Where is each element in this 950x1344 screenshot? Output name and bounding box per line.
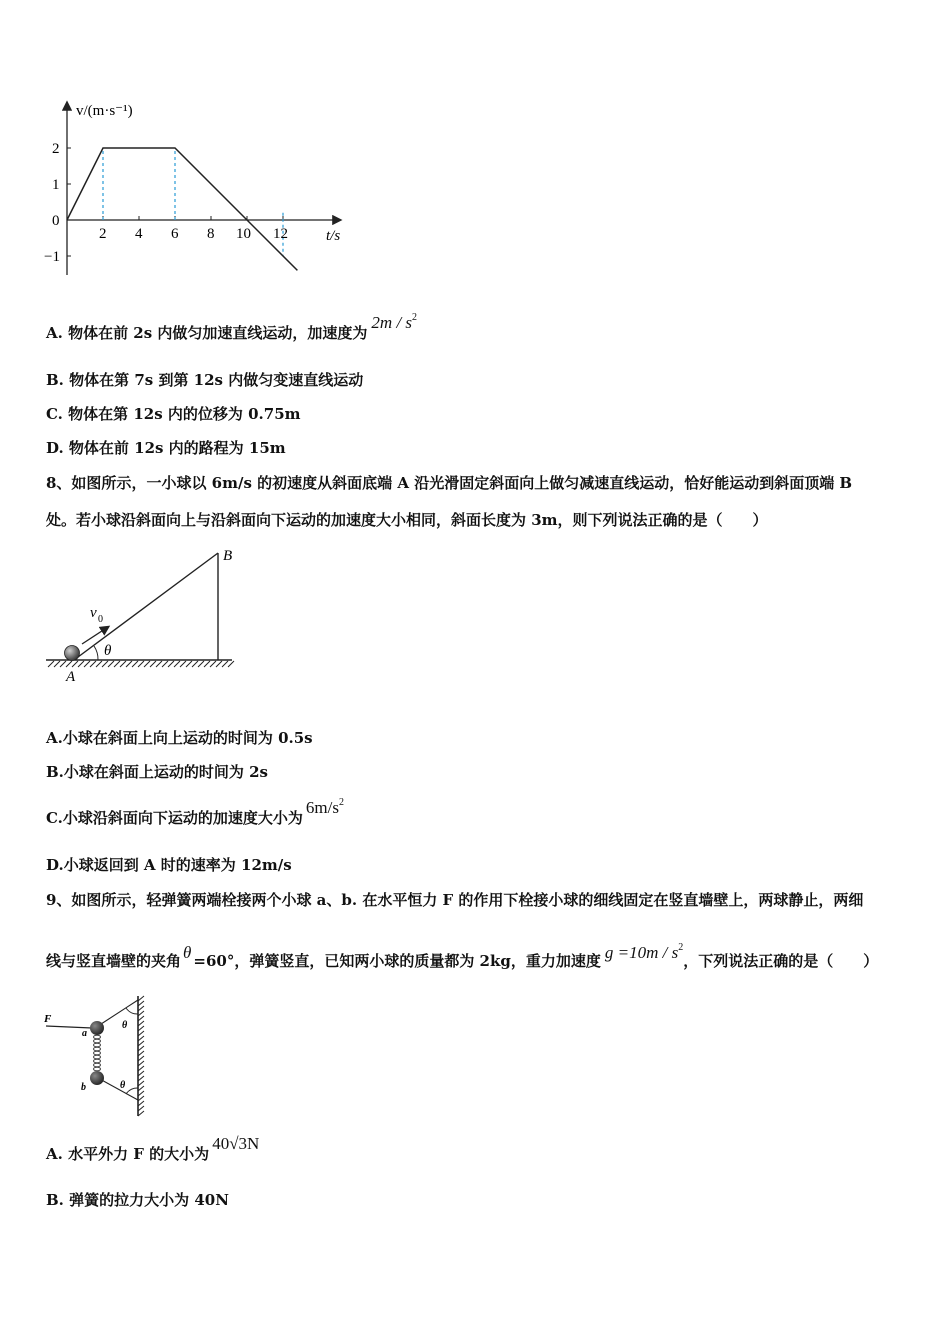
ground-hatch — [60, 661, 66, 667]
wall-hatch — [138, 1081, 144, 1086]
spring-coil — [94, 1063, 101, 1067]
q9-line2-part1: 线与竖直墙壁的夹角 — [46, 952, 182, 970]
ground-hatch — [120, 661, 126, 667]
x-axis-label: t/s — [326, 228, 341, 244]
x-tick-6: 6 — [171, 226, 179, 242]
ground-hatch — [78, 661, 84, 667]
ground-hatch — [96, 661, 102, 667]
q9-line2-part3: ，下列说法正确的是（ ） — [683, 952, 879, 970]
y-tick-neg1: −1 — [44, 249, 60, 265]
ground-hatch — [144, 661, 150, 667]
ball-b — [90, 1071, 104, 1085]
label-v0-sub: 0 — [98, 614, 103, 625]
spring-coil — [94, 1047, 101, 1051]
ground-hatch — [72, 661, 78, 667]
y-axis-label: v/(m·s⁻¹) — [76, 103, 133, 119]
q7-option-a — [46, 312, 418, 343]
ground-hatch — [198, 661, 204, 667]
q7-option-d: D. 物体在前 12s 内的路程为 15m — [46, 439, 286, 457]
ground-hatch — [114, 661, 120, 667]
label-b: b — [81, 1082, 86, 1093]
q7-a-math-exp: 2 — [412, 312, 418, 323]
label-theta-top: θ — [122, 1020, 128, 1031]
ground-hatch — [216, 661, 222, 667]
wall-hatch — [138, 1091, 144, 1096]
velocity-arrow — [82, 627, 108, 644]
ground-hatch — [132, 661, 138, 667]
label-b: B — [223, 548, 233, 564]
label-f: F — [44, 1013, 52, 1025]
ground-hatch — [150, 661, 156, 667]
ground-hatch — [66, 661, 72, 667]
wall-hatch — [138, 1096, 144, 1101]
ground-hatch — [54, 661, 60, 667]
q8-option-c — [46, 797, 344, 828]
q7-option-a-math — [371, 313, 417, 332]
q7-a-math-base: 2m / s — [371, 313, 413, 332]
label-theta: θ — [104, 643, 112, 659]
wall-hatch — [138, 1041, 144, 1046]
ground-hatch — [168, 661, 174, 667]
wall-hatch — [138, 1031, 144, 1036]
spring-coil — [94, 1051, 101, 1055]
label-theta-bottom: θ — [120, 1080, 126, 1091]
spring-coil — [94, 1039, 101, 1043]
q7-option-b: B. 物体在第 7s 到第 12s 内做匀变速直线运动 — [46, 371, 364, 389]
q9-g-exp: 2 — [678, 942, 684, 953]
q9-line2-part2: =60°，弹簧竖直，已知两小球的质量都为 2kg，重力加速度 — [193, 952, 601, 970]
spring-coil — [94, 1035, 101, 1039]
ground-hatch — [180, 661, 186, 667]
wall-hatch — [138, 996, 144, 1001]
label-v0: v — [90, 605, 97, 621]
q9-stem-line2 — [46, 942, 879, 971]
spring-coil — [94, 1067, 101, 1071]
q9-stem-line1: 9、如图所示，轻弹簧两端栓接两个小球 a、b. 在水平恒力 F 的作用下栓接小球的细线固定在竖直墙壁上，两球静止，两细 — [46, 891, 864, 909]
label-a: A — [66, 669, 76, 685]
spring-coil — [94, 1043, 101, 1047]
ground-hatch — [138, 661, 144, 667]
ball-a — [65, 646, 80, 661]
y-tick-1: 1 — [52, 177, 60, 193]
wall-hatch — [138, 1106, 144, 1111]
wall-hatch — [138, 1006, 144, 1011]
wall-hatch — [138, 1086, 144, 1091]
wall-hatch — [138, 1016, 144, 1021]
ground-hatch — [90, 661, 96, 667]
wall-hatch — [138, 1111, 144, 1116]
theta-arc-top — [126, 1008, 138, 1014]
ball-a — [90, 1021, 104, 1035]
wall-hatch — [138, 1046, 144, 1051]
ground-hatch — [162, 661, 168, 667]
q7-option-c: C. 物体在第 12s 内的位移为 0.75m — [46, 405, 301, 423]
velocity-line — [67, 148, 297, 270]
wall-hatch — [138, 1071, 144, 1076]
q8-option-d: D.小球返回到 A 时的速率为 12m/s — [46, 856, 292, 874]
theta-arc-bottom — [126, 1088, 138, 1094]
ground-hatch — [192, 661, 198, 667]
q8-c-math-base: 6m/s — [305, 798, 339, 817]
ground-hatch — [186, 661, 192, 667]
q8-option-c-math — [306, 798, 344, 817]
x-tick-10: 10 — [236, 226, 251, 242]
ground-hatch — [126, 661, 132, 667]
q8-stem-line1: 8、如图所示，一小球以 6m/s 的初速度从斜面底端 A 沿光滑固定斜面向上做匀减速直线运动，恰好能运动到斜面顶端 B — [46, 474, 853, 492]
wall-hatch — [138, 1051, 144, 1056]
x-tick-2: 2 — [99, 226, 107, 242]
angle-arc — [94, 646, 98, 660]
q7-option-a-text: A. 物体在前 2s 内做匀加速直线运动，加速度为 — [46, 324, 368, 342]
ground-hatch — [174, 661, 180, 667]
wall-hatch — [138, 1076, 144, 1081]
wall-hatch — [138, 1021, 144, 1026]
x-tick-12: 12 — [273, 226, 288, 242]
wall-hatch — [138, 1036, 144, 1041]
wall-hatch — [138, 1026, 144, 1031]
q9-theta: θ — [183, 943, 192, 962]
ground-hatch — [156, 661, 162, 667]
wall-hatch — [138, 1011, 144, 1016]
q8-option-a: A.小球在斜面上向上运动的时间为 0.5s — [46, 729, 313, 747]
wall-hatch — [138, 1066, 144, 1071]
ground-hatch — [228, 661, 234, 667]
ground-hatch — [222, 661, 228, 667]
x-tick-8: 8 — [207, 226, 215, 242]
wall-hatch — [138, 1101, 144, 1106]
q8-option-b: B.小球在斜面上运动的时间为 2s — [46, 763, 269, 781]
spring-coil — [94, 1059, 101, 1063]
q8-c-math-exp: 2 — [338, 797, 344, 808]
q9-g-math — [605, 943, 683, 962]
incline-figure — [40, 540, 250, 690]
ground-hatch — [210, 661, 216, 667]
ground-hatch — [84, 661, 90, 667]
q8-option-c-text: C.小球沿斜面向下运动的加速度大小为 — [46, 809, 303, 827]
q8-stem-line2: 处。若小球沿斜面向上与沿斜面向下运动的加速度大小相同，斜面长度为 3m，则下列说法正确的是（ ） — [46, 511, 768, 529]
y-tick-0: 0 — [52, 213, 60, 229]
x-tick-4: 4 — [135, 226, 143, 242]
q9-option-a — [46, 1134, 260, 1164]
y-tick-2: 2 — [52, 141, 60, 157]
ground-hatch — [108, 661, 114, 667]
q9-g-base: g =10m / s — [604, 943, 679, 962]
ground-hatch — [204, 661, 210, 667]
q9-option-a-text: A. 水平外力 F 的大小为 — [46, 1145, 210, 1163]
label-a: a — [82, 1028, 87, 1039]
ground-hatch — [48, 661, 54, 667]
wall-hatch — [138, 1001, 144, 1006]
q9-option-a-math: 40√3N — [212, 1134, 260, 1153]
wall-hatch — [138, 1056, 144, 1061]
spring-figure — [40, 992, 160, 1117]
wall-hatch — [138, 1061, 144, 1066]
vt-graph — [40, 95, 360, 290]
ground-hatch — [102, 661, 108, 667]
q9-option-b: B. 弹簧的拉力大小为 40N — [46, 1191, 229, 1209]
spring-coil — [94, 1055, 101, 1059]
